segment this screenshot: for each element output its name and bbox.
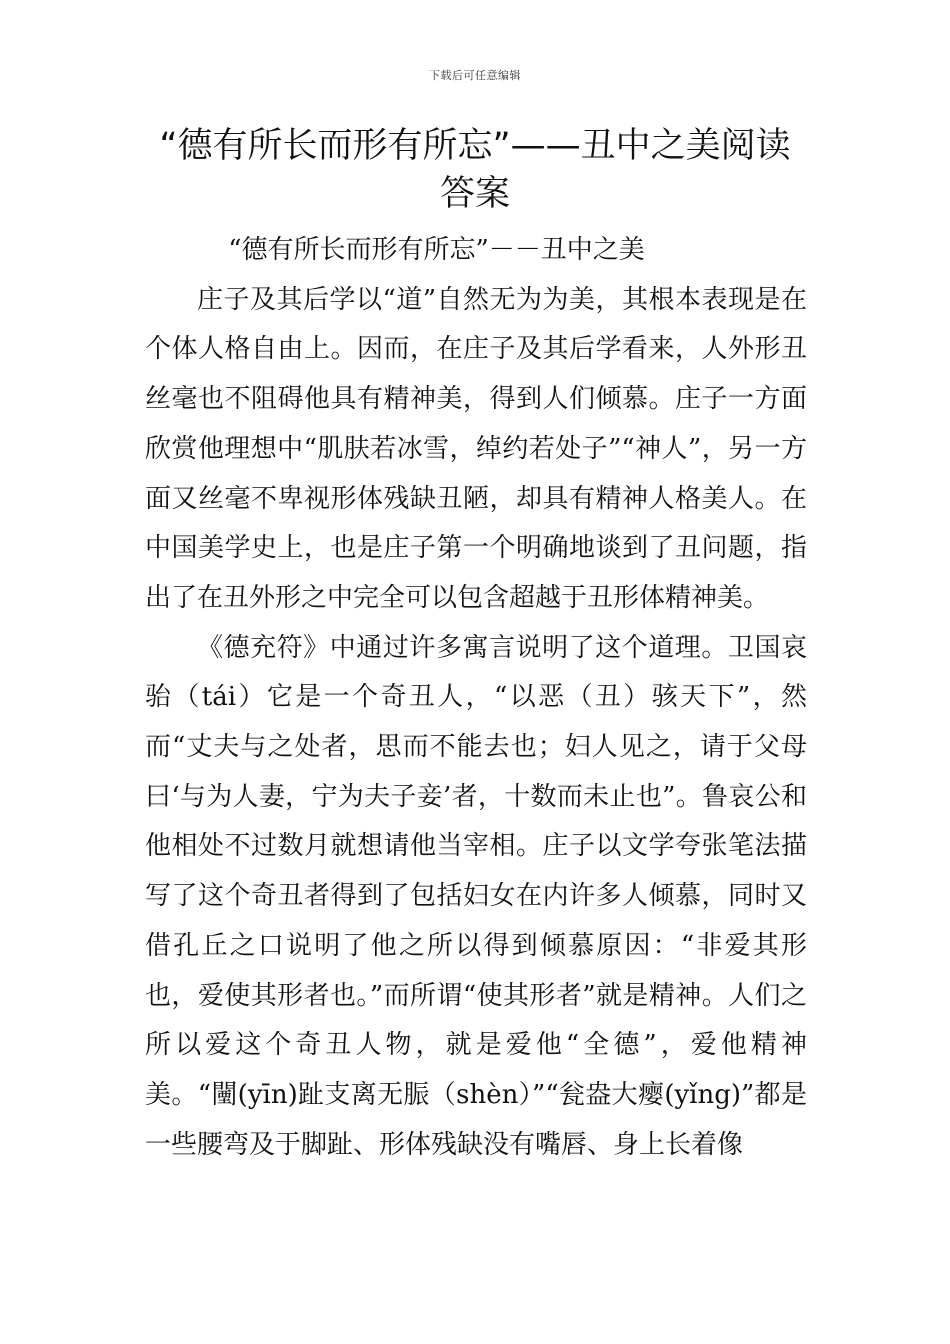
paragraph-2: 《德充符》中通过许多寓言说明了这个道理。卫国哀骀（tái）它是一个奇丑人，“以恶（丑）骇天下”，然而“丈夫与之处者，思而不能去也；妇人见之，请于父母曰‘与为人妻，宁为夫子妾’者，十数而未止也”。鲁哀公和他相处不过数月就想请他当宰相。庄子以文学夸张笔法描写了这个奇丑者得到了包括妇女在内许多人倾慕，同时又借孔丘之口说明了他之所以得到倾慕原因：“非爱其形也，爱使其形者也。”而所谓“使其形者”就是精神。人们之所以爱这个奇丑人物，就是爱他“全德”，爱他精神美。“闉(yīn)趾支离无脤（shèn）”“瓮盎大瘿(yǐng)”都是一些腰弯及于脚趾、形体残缺没有嘴唇、身上长着像 [145, 632, 807, 1160]
page-title: “德有所长而形有所忘”——丑中之美阅读答案 [159, 126, 791, 214]
document-body [145, 226, 807, 1170]
paragraph-1: 庄子及其后学以“道”自然无为为美，其根本表现是在个体人格自由上。因而，在庄子及其后学看来，人外形丑丝毫也不阻碍他具有精神美，得到人们倾慕。庄子一方面欣赏他理想中“肌肤若冰雪，绰约若处子”“神人”，另一方面又丝毫不卑视形体残缺丑陋，却具有精神人格美人。在中国美学史上，也是庄子第一个明确地谈到了丑问题，指出了在丑外形之中完全可以包含超越于丑形体精神美。 [145, 284, 807, 613]
header-note: 下载后可任意编辑 [429, 69, 521, 82]
document-subtitle: “德有所长而形有所忘”－－丑中之美 [228, 235, 645, 265]
